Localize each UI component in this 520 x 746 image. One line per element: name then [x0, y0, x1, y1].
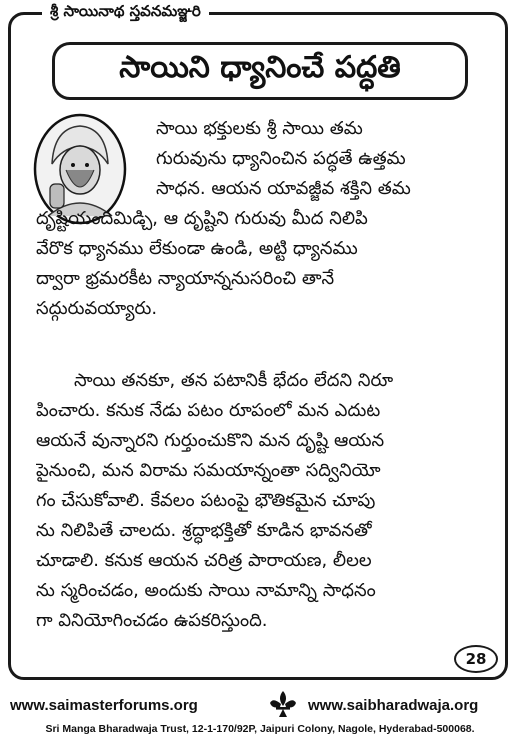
paragraph-1 [36, 114, 504, 324]
paragraph-1-line: సద్గురువయ్యారు. [36, 298, 158, 319]
footer-address: Sri Manga Bharadwaja Trust, 12-1-170/92P, Jaipuri Colony, Nagole, Hyderabad-500068. [45, 723, 475, 735]
paragraph-2 [36, 366, 504, 636]
paragraph-2-line: చూడాలి. కనుక ఆయన చరిత్ర పారాయణ, లీలల [36, 550, 372, 571]
paragraph-2-line: ను నిలిపితే చాలదు. శ్రద్ధాభక్తితో కూడిన భావనతో [36, 520, 372, 541]
paragraph-2-line: పించారు. కనుక నేడు పటం రూపంలో మన ఎదుట [36, 400, 381, 421]
paragraph-1-line: వేరొక ధ్యానము లేకుండా ఉండి, అట్టి ధ్యానము [36, 238, 358, 259]
paragraph-1-line: ద్వారా భ్రమరకీట న్యాయాన్ననుసరించి తానే [36, 268, 335, 289]
fleur-de-lis-icon [268, 689, 298, 719]
running-header: శ్రీ సాయినాథ స్తవనమఞ్జరి [42, 0, 209, 22]
title-box [52, 42, 468, 100]
paragraph-1-line: గురువును ధ్యానించిన పద్ధతే ఉత్తమ [156, 148, 406, 169]
page-number: 28 [454, 645, 498, 673]
footer-url-left[interactable]: www.saimasterforums.org [10, 697, 198, 714]
footer-url-right[interactable]: www.saibharadwaja.org [308, 697, 479, 714]
paragraph-2-line: పైనుంచి, మన విరామ సమయాన్నంతా సద్వినియో [36, 460, 381, 481]
paragraph-2-line: ఆయనే వున్నారని గుర్తుంచుకొని మన దృష్టి ఆయన [36, 430, 385, 451]
paragraph-2-line: గం చేసుకోవాలి. కేవలం పటంపై భౌతికమైన చూపు [36, 490, 376, 511]
paragraph-1-line: సాయి భక్తులకు శ్రీ సాయి తమ [156, 118, 363, 139]
paragraph-1-line: సాధన. ఆయన యావజ్జీవ శక్తిని తమ [156, 178, 411, 199]
paragraph-1-line: దృష్టియందిమిడ్చి, ఆ దృష్టిని గురువు మీద నిలిపి [36, 208, 368, 229]
page-title: సాయిని ధ్యానించే పద్ధతి [119, 50, 401, 85]
paragraph-2-line: ను స్మరించడం, అందుకు సాయి నామాన్ని సాధనం [36, 580, 376, 601]
paragraph-2-line: గా వినియోగించడం ఉపకరిస్తుంది. [36, 610, 268, 631]
paragraph-2-line: సాయి తనకూ, తన పటానికీ భేదం లేదని నిరూ [74, 370, 394, 391]
